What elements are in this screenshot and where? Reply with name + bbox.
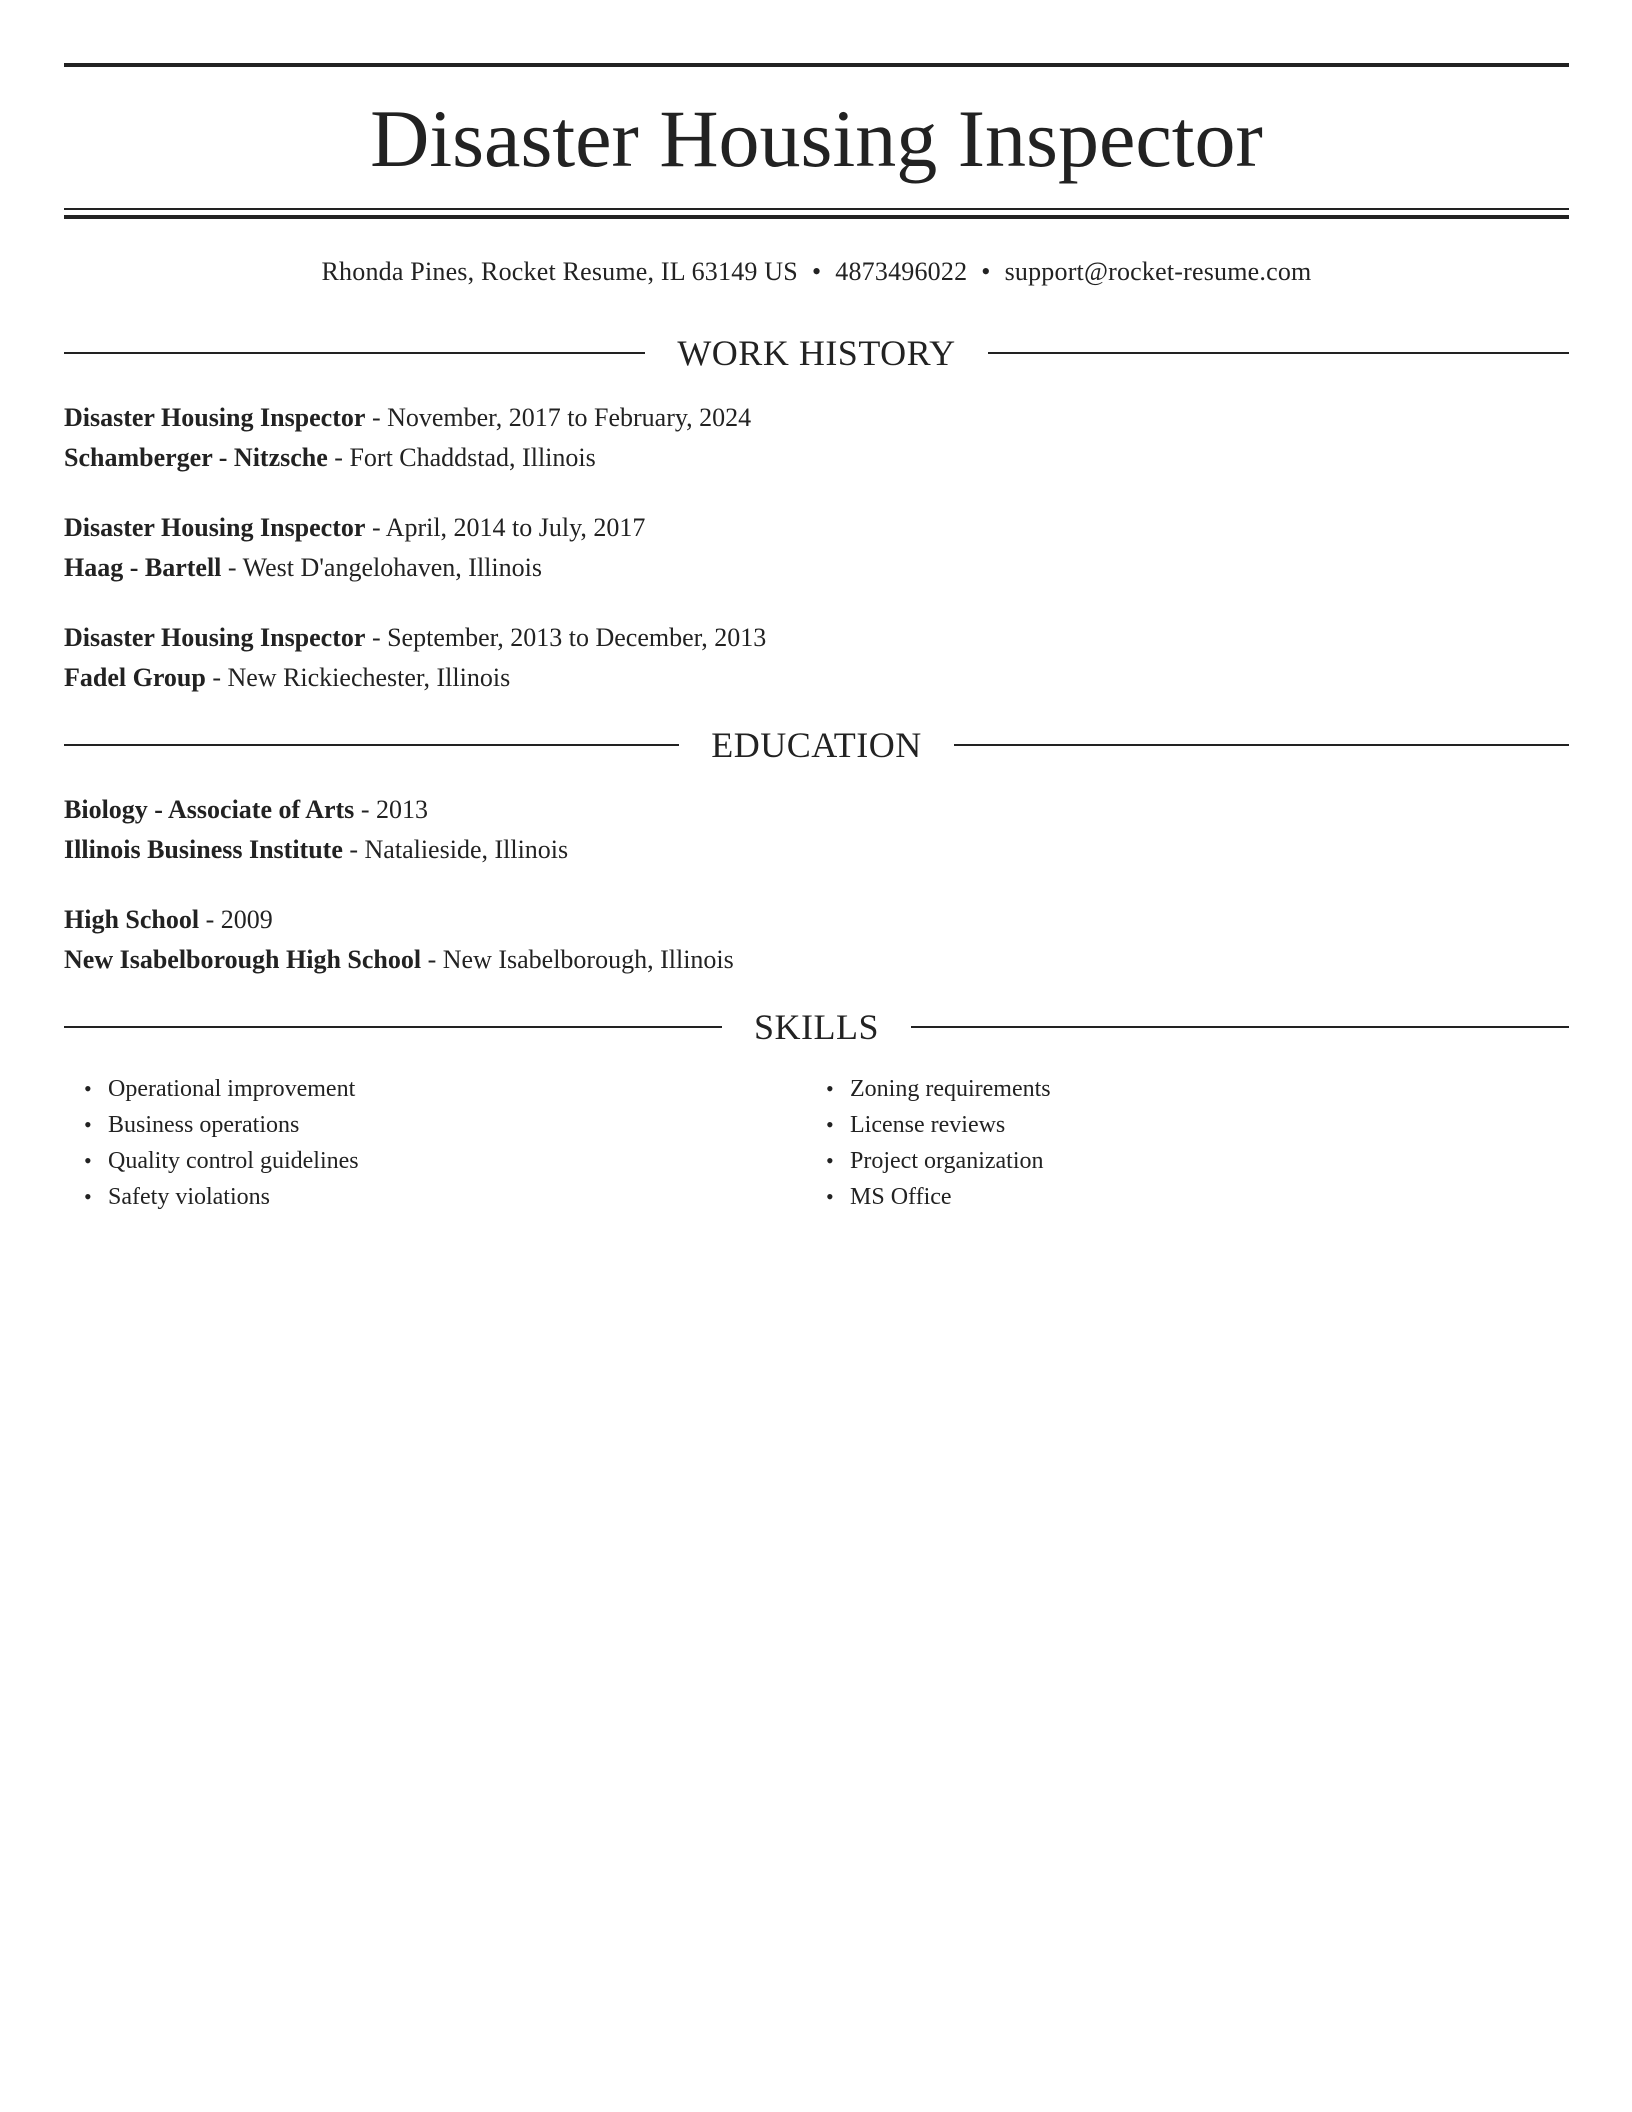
work-entry-title-line bbox=[64, 398, 1569, 438]
school-name: New Isabelborough High School bbox=[64, 945, 422, 974]
work-entry-employer-line bbox=[64, 548, 1569, 588]
skills-heading bbox=[64, 1005, 1569, 1049]
education-degree-line bbox=[64, 790, 1569, 830]
skill-item: • Quality control guidelines bbox=[108, 1143, 359, 1179]
education-degree-line bbox=[64, 900, 1569, 940]
header-top-rule bbox=[64, 63, 1569, 67]
degree: High School bbox=[64, 905, 200, 934]
school-location: - Natalieside, Illinois bbox=[342, 835, 569, 864]
work-entry-employer-line bbox=[64, 438, 1569, 478]
employer-location: - West D'angelohaven, Illinois bbox=[221, 553, 542, 582]
skill-item: • Operational improvement bbox=[108, 1071, 359, 1107]
degree: Biology - Associate of Arts bbox=[64, 795, 355, 824]
job-dates: - November, 2017 to February, 2024 bbox=[365, 403, 752, 432]
header-bottom-rule-thin bbox=[64, 208, 1569, 210]
work-entry-employer-line bbox=[64, 658, 1569, 698]
job-dates: - September, 2013 to December, 2013 bbox=[365, 623, 767, 652]
skill-item: • License reviews bbox=[850, 1107, 1051, 1143]
section-title: SKILLS bbox=[754, 1007, 880, 1047]
education-school-line bbox=[64, 830, 1569, 870]
header-bottom-rule-thick bbox=[64, 215, 1569, 219]
heading-rule-left bbox=[64, 1026, 722, 1028]
school-name: Illinois Business Institute bbox=[64, 835, 343, 864]
heading-rule-right bbox=[911, 1026, 1569, 1028]
skill-item: • Zoning requirements bbox=[850, 1071, 1051, 1107]
skill-item: • MS Office bbox=[850, 1179, 1051, 1215]
skill-item: • Business operations bbox=[108, 1107, 359, 1143]
job-title: Disaster Housing Inspector bbox=[64, 623, 366, 652]
work-entry bbox=[64, 618, 1569, 698]
skill-item: • Project organization bbox=[850, 1143, 1051, 1179]
section-title: EDUCATION bbox=[711, 725, 922, 765]
job-title: Disaster Housing Inspector bbox=[64, 403, 366, 432]
heading-rule-left bbox=[64, 352, 645, 354]
employer-location: - Fort Chaddstad, Illinois bbox=[327, 443, 596, 472]
contact-email: support@rocket-resume.com bbox=[1004, 257, 1312, 286]
resume-title: Disaster Housing Inspector bbox=[370, 93, 1263, 184]
education-school-line bbox=[64, 940, 1569, 980]
work-entry-title-line bbox=[64, 618, 1569, 658]
contact-address: Rhonda Pines, Rocket Resume, IL 63149 US bbox=[321, 257, 798, 286]
education-heading bbox=[64, 723, 1569, 767]
work-history-heading bbox=[64, 331, 1569, 375]
graduation-year: - 2009 bbox=[199, 905, 273, 934]
heading-rule-left bbox=[64, 744, 679, 746]
employer-name: Schamberger - Nitzsche bbox=[64, 443, 328, 472]
job-dates: - April, 2014 to July, 2017 bbox=[365, 513, 646, 542]
contact-separator: • bbox=[981, 257, 991, 286]
skills-column-right bbox=[806, 1071, 1051, 1215]
school-location: - New Isabelborough, Illinois bbox=[421, 945, 734, 974]
employer-location: - New Rickiechester, Illinois bbox=[205, 663, 511, 692]
employer-name: Fadel Group bbox=[64, 663, 206, 692]
section-title: WORK HISTORY bbox=[677, 333, 956, 373]
contact-line bbox=[64, 252, 1569, 292]
heading-rule-right bbox=[988, 352, 1569, 354]
skills-column-left bbox=[64, 1071, 359, 1215]
education-entry bbox=[64, 790, 1569, 870]
employer-name: Haag - Bartell bbox=[64, 553, 222, 582]
job-title: Disaster Housing Inspector bbox=[64, 513, 366, 542]
work-entry bbox=[64, 508, 1569, 588]
contact-phone: 4873496022 bbox=[835, 257, 968, 286]
heading-rule-right bbox=[954, 744, 1569, 746]
contact-separator: • bbox=[811, 257, 822, 286]
education-entry bbox=[64, 900, 1569, 980]
work-entry bbox=[64, 398, 1569, 478]
graduation-year: - 2013 bbox=[354, 795, 428, 824]
work-entry-title-line bbox=[64, 508, 1569, 548]
skill-item: • Safety violations bbox=[108, 1179, 359, 1215]
